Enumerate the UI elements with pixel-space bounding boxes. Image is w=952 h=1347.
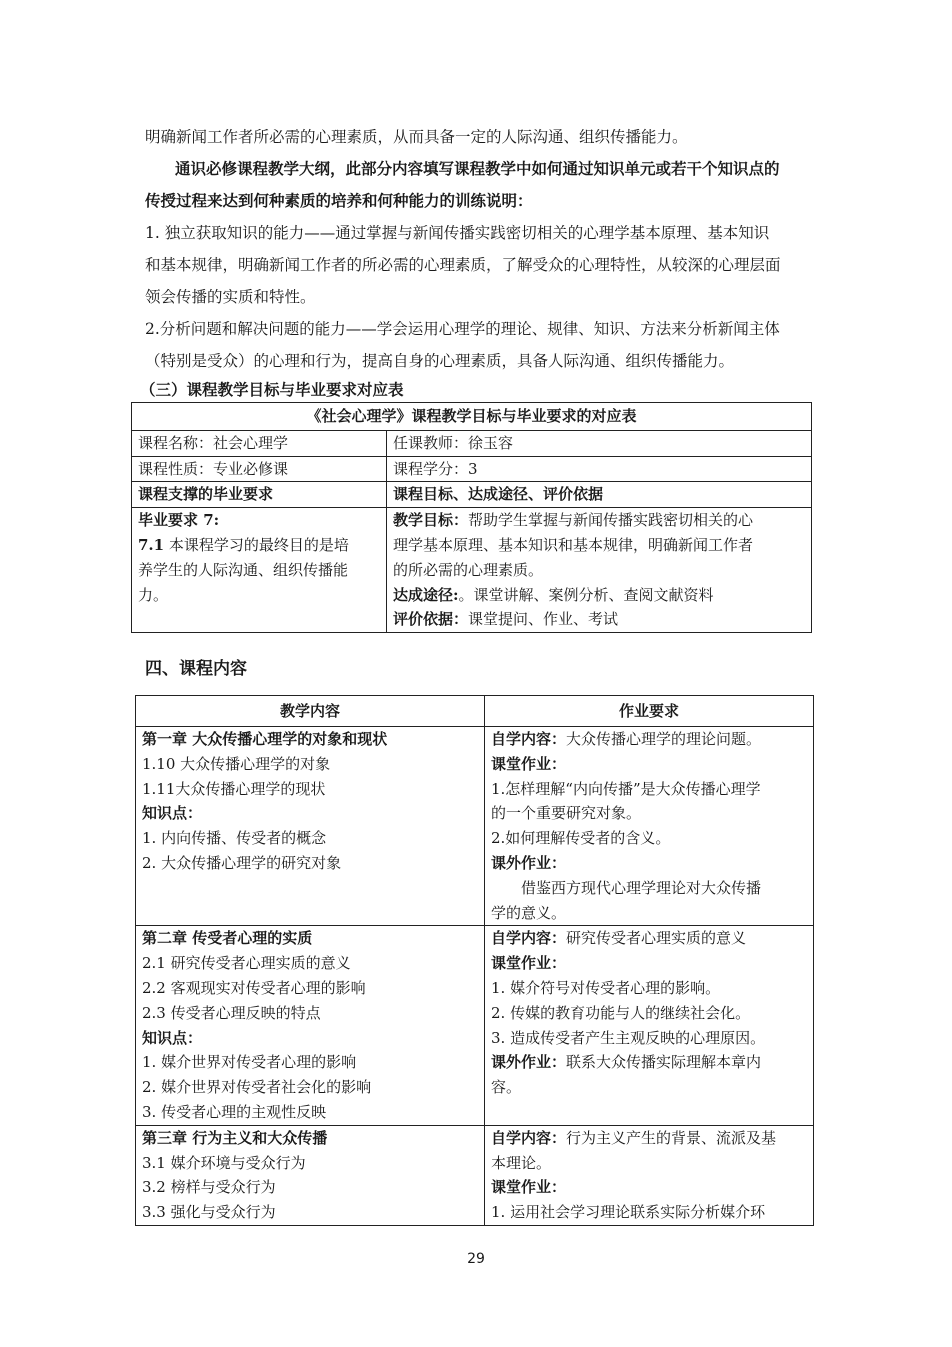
course-credit: 课程学分：3 <box>387 456 812 482</box>
page-number: 29 <box>467 1251 485 1267</box>
course-teacher: 任课教师：徐玉容 <box>387 430 812 456</box>
section-heading: （三）课程教学目标与毕业要求对应表 <box>140 380 404 399</box>
course-nature: 课程性质：专业必修课 <box>132 456 387 482</box>
chapter-1-assignments: 自学内容：大众传播心理学的理论问题。 课堂作业： 1.怎样理解“内向传播”是大众传播心理学 的一个重要研究对象。 2.如何理解传受者的含义。 课外作业： 借鉴西方现代心理学理论对大众传播 学的意义。 <box>485 727 814 926</box>
table-title: 《社会心理学》课程教学目标与毕业要求的对应表 <box>132 403 812 431</box>
chapter-3-assignments: 自学内容：行为主义产生的背景、流派及基 本理论。 课堂作业： 1. 运用社会学习理论联系实际分析媒介环 <box>485 1125 814 1225</box>
graduation-requirement: 毕业要求 7: 7.1 本课程学习的最终目的是培 养学生的人际沟通、组织传播能 力。 <box>132 508 387 633</box>
course-name: 课程名称：社会心理学 <box>132 430 387 456</box>
section-heading: 四、课程内容 <box>145 659 247 679</box>
course-content-table <box>135 695 814 1226</box>
column-header: 作业要求 <box>485 696 814 727</box>
chapter-2-assignments: 自学内容：研究传受者心理实质的意义 课堂作业： 1. 媒介符号对传受者心理的影响。 2. 传媒的教育功能与人的继续社会化。 3. 造成传受者产生主观反映的心理原因。 课外作业：联系大众传播实际理解本章内 容。 <box>485 926 814 1125</box>
ability-item-1: 领会传播的实质和特性。 <box>145 288 316 306</box>
chapter-2-content: 第二章 传受者心理的实质 2.1 研究传受者心理实质的意义 2.2 客观现实对传受者心理的影响 2.3 传受者心理反映的特点 知识点： 1. 媒介世界对传受者心理的影响 2. 媒介世界对传受者社会化的影响 3. 传受者心理的主观性反映 <box>136 926 485 1125</box>
column-header: 课程支撑的毕业要求 <box>132 482 387 508</box>
objectives-table <box>131 402 812 633</box>
ability-item-2: 2.分析问题和解决问题的能力——学会运用心理学的理论、规律、知识、方法来分析新闻主体 <box>145 320 780 338</box>
ability-item-1: 1. 独立获取知识的能力——通过掌握与新闻传播实践密切相关的心理学基本原理、基本知识 <box>145 224 770 242</box>
intro-bold-line: 通识必修课程教学大纲，此部分内容填写课程教学中如何通过知识单元或若干个知识点的 <box>175 159 780 178</box>
column-header: 课程目标、达成途径、评价依据 <box>387 482 812 508</box>
ability-item-1: 和基本规律，明确新闻工作者的所必需的心理素质，了解受众的心理特性，从较深的心理层面 <box>145 256 781 274</box>
intro-bold-line: 传授过程来达到何种素质的培养和何种能力的训练说明： <box>145 191 533 210</box>
intro-line: 明确新闻工作者所必需的心理素质，从而具备一定的人际沟通、组织传播能力。 <box>145 128 688 146</box>
course-objectives: 教学目标：帮助学生掌握与新闻传播实践密切相关的心 理学基本原理、基本知识和基本规律，明确新闻工作者 的所必需的心理素质。 达成途径:。课堂讲解、案例分析、查阅文献资料 评价依据：课堂提问、作业、考试 <box>387 508 812 633</box>
chapter-1-content: 第一章 大众传播心理学的对象和现状 1.10 大众传播心理学的对象 1.11大众传播心理学的现状 知识点： 1. 内向传播、传受者的概念 2. 大众传播心理学的研究对象 <box>136 727 485 926</box>
column-header: 教学内容 <box>136 696 485 727</box>
ability-item-2: （特别是受众）的心理和行为，提高自身的心理素质，具备人际沟通、组织传播能力。 <box>145 352 735 370</box>
chapter-3-content: 第三章 行为主义和大众传播 3.1 媒介环境与受众行为 3.2 榜样与受众行为 3.3 强化与受众行为 <box>136 1125 485 1225</box>
